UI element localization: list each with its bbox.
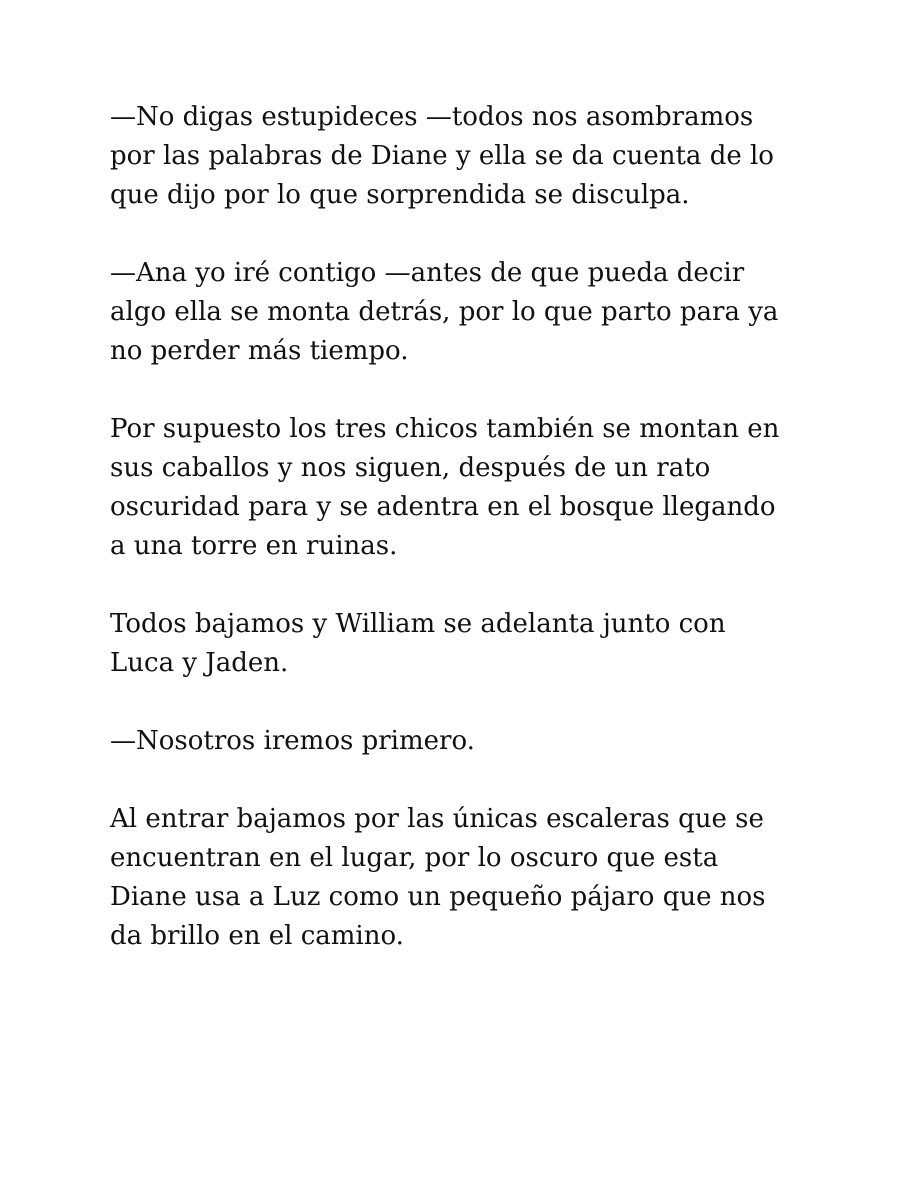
paragraph-4: Todos bajamos y William se adelanta junto con Luca y Jaden. (110, 609, 726, 678)
paragraph-3: Por supuesto los tres chicos también se montan en sus caballos y nos siguen, después de un rato oscuridad para y se adentra en el bosque llegando a una torre en ruinas. (110, 414, 780, 561)
paragraph-6: Al entrar bajamos por las únicas escaleras que se encuentran en el lugar, por lo oscuro que esta Diane usa a Luz como un pequeño pájaro que nos da brillo en el camino. (110, 804, 766, 951)
paragraph-1: —No digas estupideces —todos nos asombramos por las palabras de Diane y ella se da cuenta de lo que dijo por lo que sorprendida se disculpa. (110, 102, 774, 210)
document-page (110, 98, 800, 995)
paragraph-2: —Ana yo iré contigo —antes de que pueda decir algo ella se monta detrás, por lo que parto para ya no perder más tiempo. (110, 258, 779, 366)
paragraph-5: —Nosotros iremos primero. (110, 726, 475, 756)
